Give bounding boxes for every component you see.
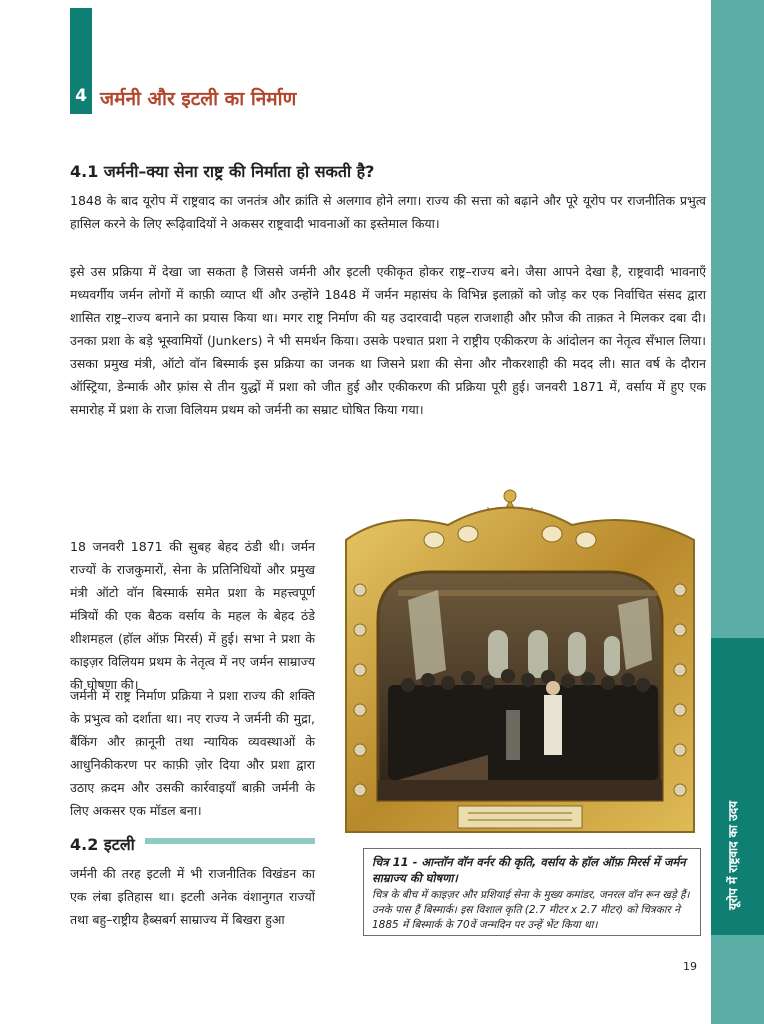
caption-body: चित्र के बीच में काइज़र और प्रशियाई सेना के मुख्य कमांडर, जनरल वॉन रून खड़े हैं। उनके पास हैं बिस्मार्क। इस विशाल कृति (2.7 मीटर x 2.7 मीटर) को चित्रकार ने 1885 में बिस्मार्क के 70वें जन्मदिन पर उन्हें भेंट किया था। <box>372 889 690 931</box>
section-rule <box>145 838 315 844</box>
section-heading-4-1: 4.1 जर्मनी–क्या सेना राष्ट्र की निर्माता हो सकती है? <box>70 162 375 181</box>
chapter-title: जर्मनी और इटली का निर्माण <box>100 88 297 110</box>
chapter-number: 4 <box>75 86 87 106</box>
paragraph-4: जर्मनी में राष्ट्र निर्माण प्रक्रिया ने प्रशा राज्य की शक्ति के प्रभुत्व को दर्शाता था। नए राज्य ने जर्मनी की मुद्रा, बैंकिंग और क़ानूनी तथा न्यायिक व्यवस्थाओं के आधुनिकीकरण पर काफ़ी ज़ोर दिया और प्रशा द्वारा उठाए क़दम और उसकी कार्रवाइयाँ बाक़ी जर्मनी के लिए अकसर एक मॉडल बना। <box>70 688 315 818</box>
page-number: 19 <box>683 960 697 973</box>
caption-title: चित्र 11 - आन्तॉन वॉन वर्नर की कृति, वर्साय के हॉल ऑफ़ मिरर्स में जर्मन साम्राज्य की घोषणा। <box>372 855 686 885</box>
section-heading-4-2: 4.2 इटली <box>70 835 135 854</box>
paragraph-3: 18 जनवरी 1871 की सुबह बेहद ठंडी थी। जर्मन राज्यों के राजकुमारों, सेना के प्रतिनिधियों और प्रमुख मंत्री ऑटो वॉन बिस्मार्क समेत प्रशा के महत्त्वपूर्ण मंत्रियों की एक बैठक वर्साय के महल के बेहद ठंडे शीशमहल (हॉल ऑफ़ मिरर्स) में हुई। सभा ने प्रशा के काइज़र विलियम प्रथम के नेतृत्व में नए जर्मन साम्राज्य की घोषणा की। <box>70 539 315 692</box>
paragraph-5: जर्मनी की तरह इटली में भी राजनीतिक विखंडन का एक लंबा इतिहास था। इटली अनेक वंशानुगत राज्यों तथा बहु–राष्ट्रीय हैब्सबर्ग साम्राज्य में बिखरा हुआ <box>70 866 315 927</box>
painting-figure <box>338 480 702 842</box>
painting-illustration <box>338 480 702 842</box>
running-head: यूरोप में राष्ट्रवाद का उदय <box>726 800 740 910</box>
figure-caption <box>363 848 701 936</box>
paragraph-1: 1848 के बाद यूरोप में राष्ट्रवाद का जनतंत्र और क्रांति से अलगाव होने लगा। राज्य की सत्ता को बढ़ाने और पूरे यूरोप पर राजनीतिक प्रभुत्व हासिल करने के लिए रूढ़िवादियों ने अकसर राष्ट्रवादी भावनाओं का इस्तेमाल किया। <box>70 193 706 231</box>
paragraph-2: इसे उस प्रक्रिया में देखा जा सकता है जिससे जर्मनी और इटली एकीकृत होकर राष्ट्र–राज्य बने। जैसा आपने देखा है, राष्ट्रवादी भावनाएँ मध्यवर्गीय जर्मन लोगों में काफ़ी व्याप्त थीं और उन्होंने 1848 में जर्मन महासंघ के विभिन्न इलाक़ों को जोड़ कर एक निर्वाचित संसद द्वारा शासित राष्ट्र–राज्य बनाने का प्रयास किया था। मगर राष्ट्र निर्माण की यह उदारवादी पहल राजशाही और फ़ौज की ताक़त ने मिलकर दबा दी। उनका प्रशा के बड़े भूस्वामियों (Junkers) ने भी समर्थन किया। उसके पश्चात प्रशा ने राष्ट्रीय एकीकरण के आंदोलन का नेतृत्व सँभाल लिया। उसका प्रमुख मंत्री, ऑटो वॉन बिस्मार्क इस प्रक्रिया का जनक था जिसने प्रशा की सेना और नौकरशाही की मदद ली। सात वर्ष के दौरान ऑस्ट्रिया, डेन्मार्क और फ़्रांस से तीन युद्धों में प्रशा को जीत हुई और एकीकरण की प्रक्रिया पूरी हुई। जनवरी 1871 में, वर्साय में हुए एक समारोह में प्रशा के राजा विलियम प्रथम को जर्मनी का सम्राट घोषित किया गया। <box>70 264 706 417</box>
